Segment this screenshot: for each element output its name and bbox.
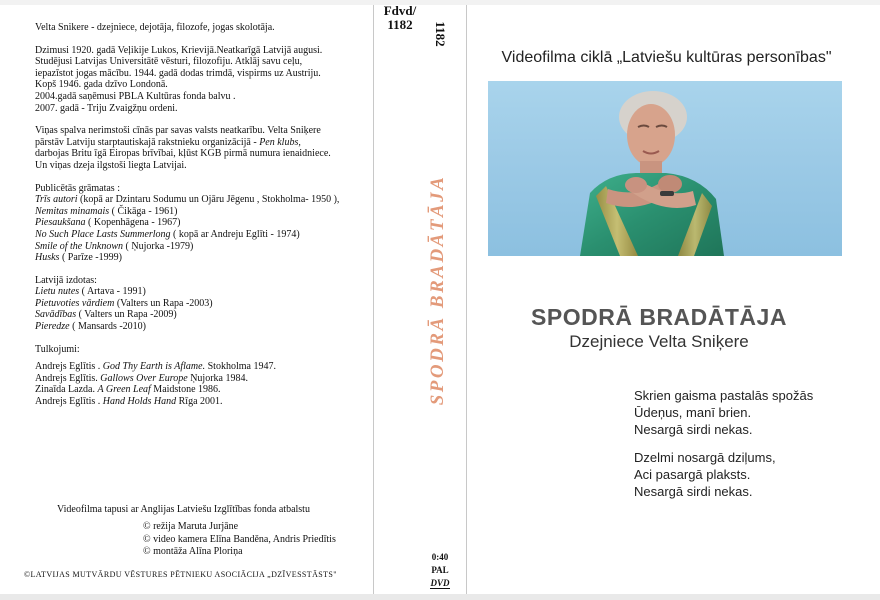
translator: Andrejs Eglītis . xyxy=(35,396,103,408)
bio-paragraph xyxy=(35,22,375,34)
published-books-section xyxy=(35,183,375,264)
series-title: Videofilma ciklā „Latviešu kultūras personības" xyxy=(501,49,832,66)
credit-line: © montāža Alīna Ploriņa xyxy=(143,546,243,557)
book-entry xyxy=(35,194,375,206)
translation-detail: Stokholma 1947. xyxy=(205,361,276,373)
book-detail: ( Parīze -1999) xyxy=(59,252,122,264)
face-shape xyxy=(627,104,675,166)
catalog-code-line2: 1182 xyxy=(387,17,413,32)
book-title: Trīs autori xyxy=(35,194,78,206)
translation-detail: Rīga 2001. xyxy=(176,396,223,408)
book-entry xyxy=(35,286,375,298)
book-entry xyxy=(35,229,375,241)
book-entry xyxy=(35,298,375,310)
section-heading: Publicētās grāmatas : xyxy=(35,182,120,194)
translation-title: God Thy Earth is Aflame. xyxy=(102,361,206,373)
front-subtitle: Dzejniece Velta Sniķere xyxy=(569,332,749,351)
book-title: Lietu nutes xyxy=(35,286,80,298)
book-title: Piesaukšana xyxy=(35,217,86,229)
translation-entry xyxy=(35,373,375,385)
life-line: 2004.gadā saņēmusi PBLA Kultūras fonda balvu . xyxy=(35,90,236,102)
book-detail: ( Valters un Rapa -2009) xyxy=(76,309,177,321)
poem-line: Nesargā sirdi nekas. xyxy=(634,484,753,499)
book-detail: ( kopā ar Andreju Eglīti - 1974) xyxy=(170,228,300,240)
hand-shape xyxy=(658,175,682,193)
life-line: Kopš 1946. gada dzīvo Londonā. xyxy=(35,79,168,91)
translator: Zinaīda Lazda. xyxy=(35,384,98,396)
spine-number-text: 1182 xyxy=(433,21,448,47)
translation-title: Gallows Over Europe xyxy=(100,372,188,384)
translation-title: A Green Leaf xyxy=(97,384,151,396)
section-heading: Latvijā izdotas: xyxy=(35,274,97,286)
poem-line: Ūdeņus, manī brien. xyxy=(634,405,752,420)
translation-entry xyxy=(35,384,375,396)
bio-line: Velta Snikere - dzejniece, dejotāja, filozofe, jogas skolotāja. xyxy=(35,22,275,33)
book-detail: ( Čikāga - 1961) xyxy=(109,205,178,217)
duration: 0:40 xyxy=(431,552,449,562)
spine-right-fold xyxy=(466,5,467,594)
book-title: Pietuvoties vārdiem xyxy=(35,297,115,309)
book-entry xyxy=(35,217,375,229)
poem-line: Skrien gaisma pastalās spožās xyxy=(634,388,814,403)
poem-line: Aci pasargā plaksts. xyxy=(634,467,751,482)
poem-stanza-1 xyxy=(634,387,813,438)
spine-number xyxy=(425,14,455,54)
book-title: Nemitas minamais xyxy=(35,205,110,217)
dvd-logo-text: DVD xyxy=(430,578,450,588)
life-paragraph xyxy=(35,45,375,115)
activity-line xyxy=(35,137,375,149)
translation-entry xyxy=(35,396,375,408)
video-format: PAL xyxy=(431,565,449,575)
translation-detail: Ņujorka 1984. xyxy=(187,372,248,384)
book-detail: ( Kopenhāgena - 1967) xyxy=(85,217,181,229)
hand-shape xyxy=(625,177,647,193)
back-cover-text xyxy=(35,22,375,419)
section-heading: Tulkojumi: xyxy=(35,343,80,355)
book-detail: (kopā ar Dzintaru Sodumu un Ojāru Jēgenu , Stokholma- 1950 ), xyxy=(77,194,340,206)
latvia-books-section xyxy=(35,275,375,333)
scan-edge-bottom xyxy=(0,594,880,600)
translation-title: Hand Holds Hand xyxy=(102,396,177,408)
book-title: No Such Place Lasts Summerlong xyxy=(35,228,171,240)
bracelet-shape xyxy=(660,191,674,196)
book-entry xyxy=(35,252,375,264)
book-detail: ( Artava - 1991) xyxy=(79,286,146,298)
credit-line: © režija Maruta Jurjāne xyxy=(143,521,239,532)
book-detail: (Valters un Rapa -2003) xyxy=(114,297,213,309)
book-entry xyxy=(35,241,375,253)
life-line: Dzimusi 1920. gadā Veļikije Lukos, Krievijā.Neatkarīgā Latvijā augusi. xyxy=(35,44,323,56)
poem-stanza-2 xyxy=(634,449,776,500)
catalog-code xyxy=(374,4,426,32)
activity-line: Un viņas dzeja ilgstoši liegta Latvijai. xyxy=(35,159,187,171)
pen-club-name: Pen klubs, xyxy=(259,136,301,148)
life-line: 2007. gadā - Triju Zvaigžņu ordeni. xyxy=(35,102,178,114)
poem-line: Dzelmi nosargā dziļums, xyxy=(634,450,776,465)
credits-block xyxy=(143,521,336,559)
spine-title-text: SPODRĀ BRADĀTĀJA xyxy=(427,174,448,406)
scan-edge-top xyxy=(0,0,880,5)
activity-paragraph xyxy=(35,125,375,171)
poem-line: Nesargā sirdi nekas. xyxy=(634,422,753,437)
activity-text: pārstāv Latviju starptautiskajā rakstnieku organizācijā - xyxy=(35,136,260,148)
spine-title xyxy=(410,170,466,410)
activity-line: darbojas Britu īgā Eiropas brīvībai, kļūst KGB pirmā numura ienaidniece. xyxy=(35,148,331,160)
book-entry xyxy=(35,321,375,333)
translator: Andrejs Eglītis . xyxy=(35,361,103,373)
dvd-logo xyxy=(420,577,460,590)
activity-line: Viņas spalva nerimstoši cīnās par savas valsts neatkarību. Velta Sniķere xyxy=(35,125,321,137)
spine-info xyxy=(420,551,460,590)
book-title: Savādības xyxy=(35,309,77,321)
translator: Andrejs Eglītis. xyxy=(35,372,101,384)
book-title: Husks xyxy=(35,252,60,264)
life-line: Studējusi Latvijas Universitātē vēsturi, filozofiju. Atklāj savu ceļu, xyxy=(35,56,303,68)
book-detail: ( Mansards -2010) xyxy=(69,321,146,333)
copyright-footer: ©LATVIJAS MUTVĀRDU VĒSTURES PĒTNIEKU ASOCIĀCIJA „DZĪVESSTĀSTS" xyxy=(24,570,337,579)
poet-portrait-illustration xyxy=(488,81,842,256)
translation-entry xyxy=(35,361,375,373)
book-entry xyxy=(35,206,375,218)
credit-line: © video kamera Elīna Banděna, Andris Priedītis xyxy=(143,533,336,545)
support-line: Videofilma tapusi ar Anglijas Latviešu Izglītības fonda atbalstu xyxy=(57,504,310,515)
translation-detail: Maidstone 1986. xyxy=(150,384,221,396)
catalog-code-line1: Fdvd/ xyxy=(383,3,417,18)
book-entry xyxy=(35,309,375,321)
book-title: Pieredze xyxy=(35,321,70,333)
front-title: SPODRĀ BRADĀTĀJA xyxy=(531,304,787,330)
translations-section xyxy=(35,344,375,408)
book-title: Smile of the Unknown xyxy=(35,240,124,252)
book-detail: ( Ņujorka -1979) xyxy=(123,240,194,252)
cover-photo xyxy=(488,81,842,256)
life-line: iepazīstot jogas mācību. 1944. gadā dodas trimdā, vispirms uz Austriju. xyxy=(35,67,321,79)
